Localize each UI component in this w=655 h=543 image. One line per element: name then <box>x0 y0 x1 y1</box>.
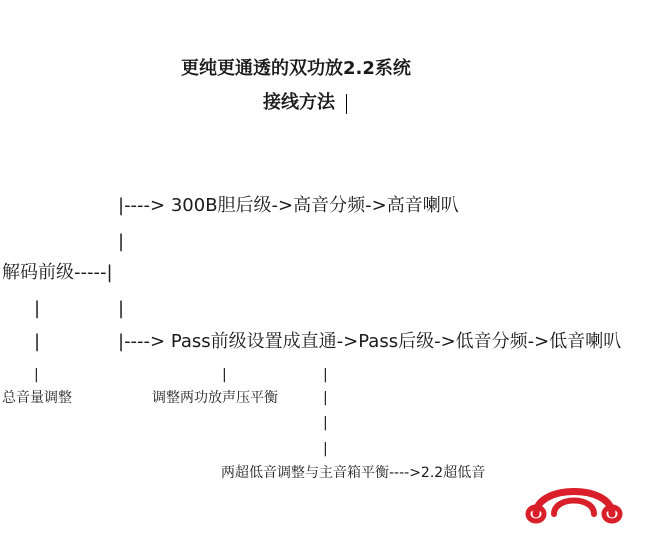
tick-mark: | <box>222 367 227 383</box>
headphones-logo-icon <box>524 476 624 526</box>
title-line-2: 接线方法 <box>263 92 335 113</box>
high-frequency-branch: |----> 300B胆后级->高音分频->高音喇叭 <box>118 195 459 216</box>
title-line-1: 更纯更通透的双功放2.2系统 <box>181 58 411 79</box>
note-amp-balance: 调整两功放声压平衡 <box>152 390 278 406</box>
note-subwoofer: 两超低音调整与主音箱平衡---->2.2超低音 <box>221 465 486 481</box>
text-cursor <box>346 94 347 114</box>
tick-mark: | <box>34 367 39 383</box>
tick-mark: | <box>323 415 328 431</box>
connector-pipe-right: | <box>118 298 125 319</box>
low-frequency-branch: |----> Pass前级设置成直通->Pass后级->低音分频->低音喇叭 <box>118 331 622 352</box>
tick-mark: | <box>323 367 328 383</box>
connector-pipe-left: | <box>34 298 41 319</box>
note-master-volume: 总音量调整 <box>2 390 72 406</box>
decoder-preamp-source: 解码前级-----| <box>2 262 113 283</box>
connector-pipe-left: | <box>34 331 41 352</box>
tick-mark: | <box>323 390 328 406</box>
connector-pipe: | <box>118 231 125 252</box>
tick-mark: | <box>323 441 328 457</box>
